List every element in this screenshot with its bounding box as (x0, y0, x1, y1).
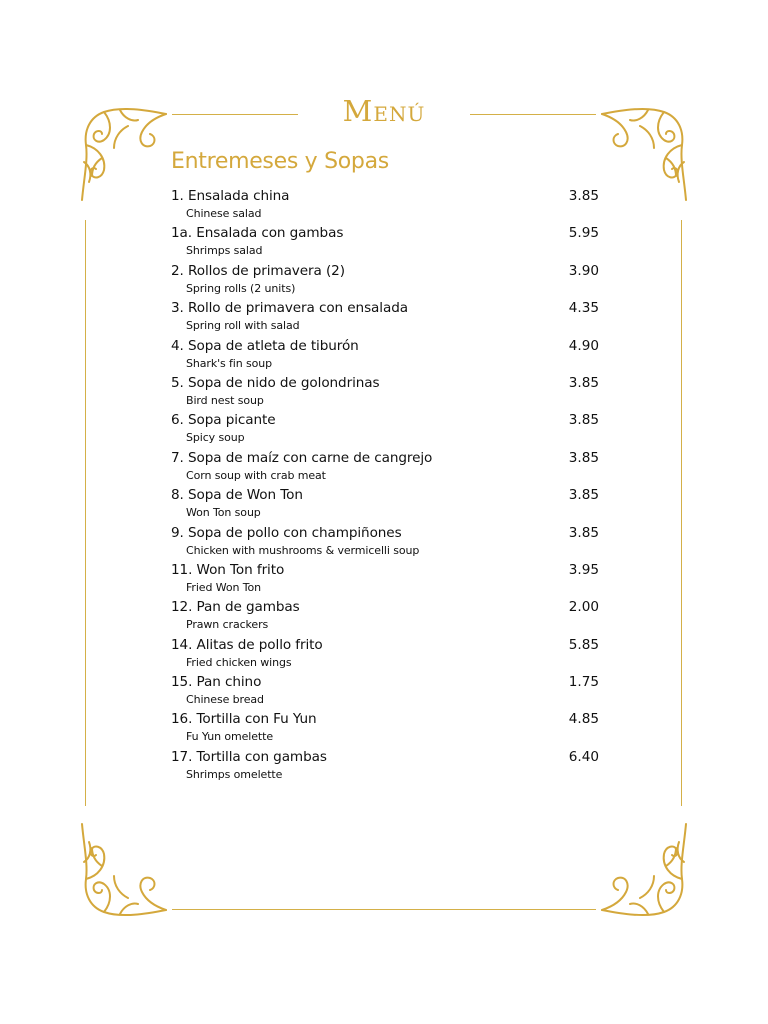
corner-ornament-icon (76, 814, 172, 924)
item-price: 3.85 (568, 524, 599, 541)
item-price: 6.40 (568, 748, 599, 765)
item-price: 3.85 (568, 449, 599, 466)
item-description: Corn soup with crab meat (186, 468, 326, 482)
item-name: 6. Sopa picante (171, 412, 276, 429)
top-rule-left (172, 114, 298, 115)
menu-item (171, 747, 599, 784)
menu-item (171, 373, 599, 410)
menu-item (171, 709, 599, 746)
item-name: 7. Sopa de maíz con carne de cangrejo (171, 449, 433, 466)
item-price: 5.95 (568, 225, 599, 242)
left-rule (85, 220, 86, 806)
item-description: Spicy soup (186, 431, 245, 445)
item-description: Chinese bread (186, 693, 264, 707)
item-name: 4. Sopa de atleta de tiburón (171, 337, 359, 354)
item-description: Won Ton soup (186, 506, 261, 520)
item-name: 2. Rollos de primavera (2) (171, 262, 345, 279)
item-name: 9. Sopa de pollo con champiñones (171, 524, 402, 541)
item-description: Fu Yun omelette (186, 730, 274, 744)
menu-item (171, 485, 599, 522)
item-name: 15. Pan chino (171, 674, 262, 691)
menu-item (171, 560, 599, 597)
item-price: 3.95 (568, 561, 599, 578)
item-description: Shrimps salad (186, 244, 263, 258)
item-description: Chinese salad (186, 207, 262, 220)
corner-ornament-icon (596, 100, 692, 210)
corner-ornament-icon (596, 814, 692, 924)
menu-item (171, 672, 599, 709)
item-price: 4.35 (568, 300, 599, 317)
item-name: 17. Tortilla con gambas (171, 748, 327, 765)
item-name: 1a. Ensalada con gambas (171, 225, 344, 242)
menu-item (171, 523, 599, 560)
item-description: Spring roll with salad (186, 319, 300, 333)
item-description: Spring rolls (2 units) (186, 281, 296, 295)
item-description: Fried chicken wings (186, 655, 292, 669)
bottom-rule (172, 909, 596, 910)
item-description: Fried Won Ton (186, 580, 262, 594)
item-price: 2.00 (568, 599, 599, 616)
menu-title: Menú (342, 94, 426, 128)
menu-item (171, 635, 599, 672)
item-description: Prawn crackers (186, 618, 269, 632)
item-name: 16. Tortilla con Fu Yun (171, 711, 317, 728)
item-price: 4.90 (568, 337, 599, 354)
menu-item (171, 261, 599, 298)
item-price: 3.85 (568, 374, 599, 391)
item-price: 3.90 (568, 262, 599, 279)
item-name: 8. Sopa de Won Ton (171, 487, 303, 504)
menu-item (171, 597, 599, 634)
item-name: 3. Rollo de primavera con ensalada (171, 300, 408, 317)
item-price: 3.85 (568, 487, 599, 504)
item-name: 12. Pan de gambas (171, 599, 300, 616)
menu-item (171, 223, 599, 260)
menu-item (171, 186, 599, 223)
menu-item-list (171, 186, 599, 784)
top-rule-right (470, 114, 596, 115)
item-description: Shark's fin soup (186, 356, 273, 370)
item-name: 11. Won Ton frito (171, 561, 285, 578)
item-price: 5.85 (568, 636, 599, 653)
menu-item (171, 298, 599, 335)
item-name: 14. Alitas de pollo frito (171, 636, 323, 653)
menu-item (171, 448, 599, 485)
section-title: Entremeses y Sopas (171, 149, 389, 174)
item-name: 1. Ensalada china (171, 188, 290, 204)
item-price: 3.85 (568, 412, 599, 429)
item-price: 4.85 (568, 711, 599, 728)
corner-ornament-icon (76, 100, 172, 210)
right-rule (681, 220, 682, 806)
item-description: Bird nest soup (186, 393, 264, 407)
item-price: 1.75 (568, 674, 599, 691)
item-description: Shrimps omelette (186, 767, 283, 781)
menu-item (171, 336, 599, 373)
item-description: Chicken with mushrooms & vermicelli soup (186, 543, 420, 557)
item-name: 5. Sopa de nido de golondrinas (171, 374, 380, 391)
menu-item (171, 410, 599, 447)
item-price: 3.85 (568, 188, 599, 204)
